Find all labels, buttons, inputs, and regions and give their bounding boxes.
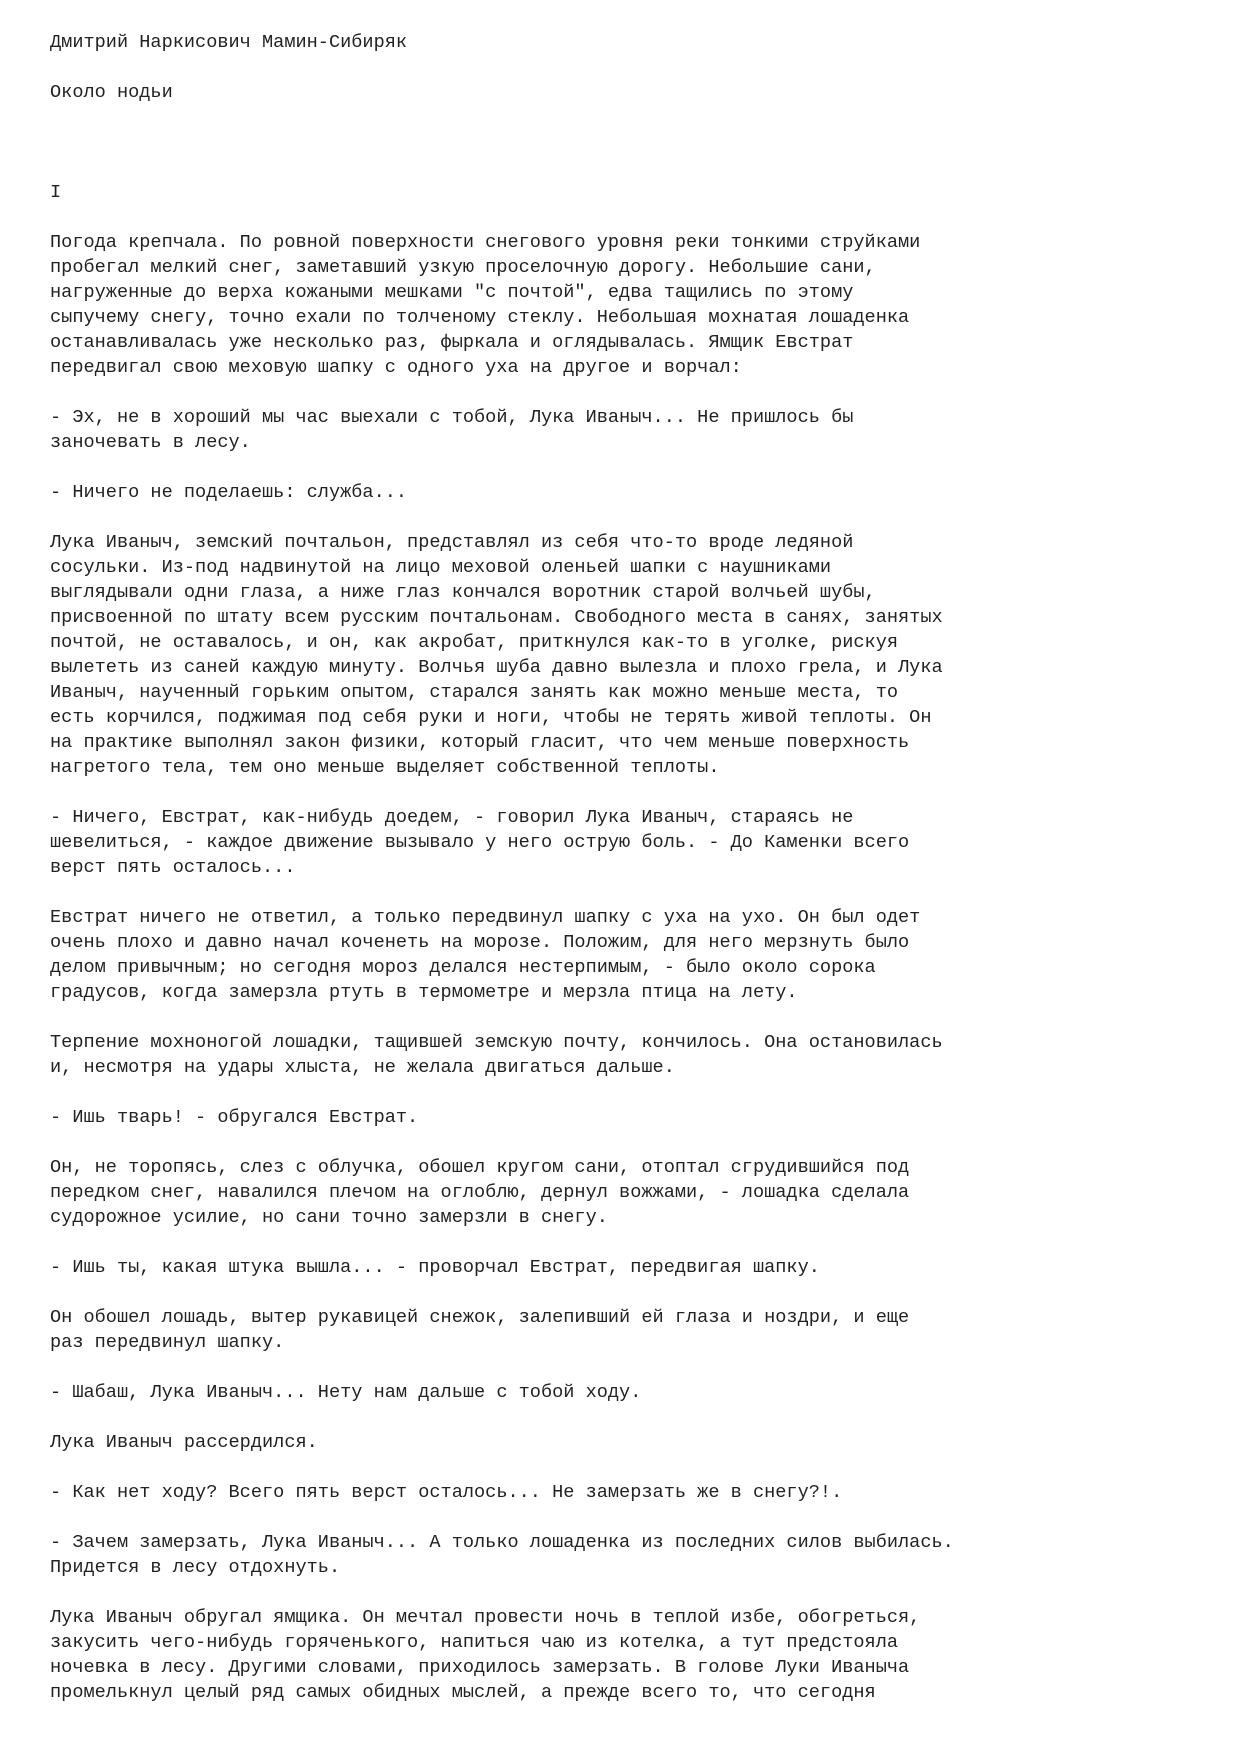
paragraph-gap: [50, 780, 1210, 805]
paragraph-gap: [50, 1130, 1210, 1155]
paragraph: [50, 1255, 1210, 1280]
paragraph: [50, 805, 1210, 880]
text-line: Он, не торопясь, слез с облучка, обошел кругом сани, отоптал сгрудившийся под: [50, 1157, 910, 1178]
paragraph-gap: [50, 1005, 1210, 1030]
text-line: раз передвинул шапку.: [50, 1332, 285, 1353]
paragraph: [50, 1030, 1210, 1080]
text-line: на практике выполнял закон физики, который гласит, что чем меньше поверхность: [50, 732, 910, 753]
text-line: Лука Иваныч обругал ямщика. Он мечтал провести ночь в теплой избе, обогреться,: [50, 1607, 921, 1628]
text-line: передком снег, навалился плечом на оглоблю, дернул вожжами, - лошадка сделала: [50, 1182, 910, 1203]
author-line: Дмитрий Наркисович Мамин-Сибиряк: [50, 32, 408, 53]
text-line: вылететь из саней каждую минуту. Волчья шуба давно вылезла и плохо грела, и Лука: [50, 657, 943, 678]
paragraph: [50, 530, 1210, 780]
text-line: - Ничего не поделаешь: служба...: [50, 482, 408, 503]
text-line: останавливалась уже несколько раз, фыркала и оглядывалась. Ямщик Евстрат: [50, 332, 854, 353]
text-line: делом привычным; но сегодня мороз делался нестерпимым, - было около сорока: [50, 957, 876, 978]
text-line: выглядывали одни глаза, а ниже глаз кончался воротник старой волчьей шубы,: [50, 582, 876, 603]
paragraph: [50, 1605, 1210, 1705]
paragraph-gap: [50, 880, 1210, 905]
text-line: Придется в лесу отдохнуть.: [50, 1557, 341, 1578]
text-line: и, несмотря на удары хлыста, не желала двигаться дальше.: [50, 1057, 675, 1078]
text-line: сыпучему снегу, точно ехали по толченому стеклу. Небольшая мохнатая лошаденка: [50, 307, 910, 328]
paragraph: [50, 1380, 1210, 1405]
paragraph-gap: [50, 1355, 1210, 1380]
paragraph-gap: [50, 1080, 1210, 1105]
text-line: Терпение мохноногой лошадки, тащившей земскую почту, кончилось. Она остановилась: [50, 1032, 943, 1053]
text-line: Иваныч, наученный горьким опытом, старался занять как можно меньше места, то: [50, 682, 899, 703]
text-line: градусов, когда замерзла ртуть в термометре и мерзла птица на лету.: [50, 982, 798, 1003]
text-line: - Эх, не в хороший мы час выехали с тобой, Лука Иваныч... Не пришлось бы: [50, 407, 854, 428]
paragraph-gap: [50, 455, 1210, 480]
text-line: Евстрат ничего не ответил, а только передвинул шапку с уха на ухо. Он был одет: [50, 907, 921, 928]
paragraph-gap: [50, 380, 1210, 405]
paragraph-gap: [50, 505, 1210, 530]
paragraph: [50, 230, 1210, 380]
text-line: закусить чего-нибудь горяченького, напиться чаю из котелка, а тут предстояла: [50, 1632, 899, 1653]
paragraph-gap: [50, 1455, 1210, 1480]
text-line: - Ничего, Евстрат, как-нибудь доедем, - говорил Лука Иваныч, стараясь не: [50, 807, 854, 828]
paragraph: [50, 1305, 1210, 1355]
text-line: передвигал свою меховую шапку с одного уха на другое и ворчал:: [50, 357, 742, 378]
paragraph: [50, 1480, 1210, 1505]
text-line: почтой, не оставалось, и он, как акробат, приткнулся как-то в уголке, рискуя: [50, 632, 899, 653]
paragraph-gap: [50, 1280, 1210, 1305]
text-line: - Как нет ходу? Всего пять верст осталось... Не замерзать же в снегу?!.: [50, 1482, 843, 1503]
text-line: Лука Иваныч, земский почтальон, представлял из себя что-то вроде ледяной: [50, 532, 854, 553]
spacer: [50, 105, 1210, 180]
document-page: [50, 30, 1210, 1705]
text-line: верст пять осталось...: [50, 857, 296, 878]
text-line: нагруженные до верха кожаными мешками "с почтой", едва тащились по этому: [50, 282, 854, 303]
paragraph-gap: [50, 1230, 1210, 1255]
text-line: ночевка в лесу. Другими словами, приходилось замерзать. В голове Луки Иваныча: [50, 1657, 910, 1678]
text-line: Лука Иваныч рассердился.: [50, 1432, 318, 1453]
paragraph: [50, 1430, 1210, 1455]
text-line: сосульки. Из-под надвинутой на лицо меховой оленьей шапки с наушниками: [50, 557, 832, 578]
text-line: Он обошел лошадь, вытер рукавицей снежок, залепивший ей глаза и ноздри, и еще: [50, 1307, 910, 1328]
paragraph: [50, 1155, 1210, 1230]
text-line: Погода крепчала. По ровной поверхности снегового уровня реки тонкими струйками: [50, 232, 921, 253]
paragraph: [50, 1105, 1210, 1130]
chapter-heading: I: [50, 182, 62, 203]
title-line: Около нодьи: [50, 82, 173, 103]
paragraph-gap: [50, 1505, 1210, 1530]
paragraph: [50, 405, 1210, 455]
text-line: шевелиться, - каждое движение вызывало у него острую боль. - До Каменки всего: [50, 832, 910, 853]
text-line: присвоенной по штату всем русским почтальонам. Свободного места в санях, занятых: [50, 607, 943, 628]
paragraph: [50, 480, 1210, 505]
text-line: пробегал мелкий снег, заметавший узкую проселочную дорогу. Небольшие сани,: [50, 257, 876, 278]
paragraph-gap: [50, 1405, 1210, 1430]
paragraph: [50, 905, 1210, 1005]
body-text: [50, 230, 1210, 1705]
text-line: нагретого тела, тем оно меньше выделяет собственной теплоты.: [50, 757, 720, 778]
text-line: - Зачем замерзать, Лука Иваныч... А только лошаденка из последних силов выбилась.: [50, 1532, 954, 1553]
text-line: - Ишь тварь! - обругался Евстрат.: [50, 1107, 419, 1128]
paragraph: [50, 1530, 1210, 1580]
spacer: [50, 205, 1210, 230]
paragraph-gap: [50, 1580, 1210, 1605]
text-line: заночевать в лесу.: [50, 432, 251, 453]
text-line: промелькнул целый ряд самых обидных мыслей, а прежде всего то, что сегодня: [50, 1682, 876, 1703]
text-line: - Ишь ты, какая штука вышла... - проворчал Евстрат, передвигая шапку.: [50, 1257, 820, 1278]
spacer: [50, 55, 1210, 80]
text-line: судорожное усилие, но сани точно замерзли в снегу.: [50, 1207, 608, 1228]
text-line: очень плохо и давно начал коченеть на морозе. Положим, для него мерзнуть было: [50, 932, 910, 953]
text-line: - Шабаш, Лука Иваныч... Нету нам дальше с тобой ходу.: [50, 1382, 642, 1403]
text-line: есть корчился, поджимая под себя руки и ноги, чтобы не терять живой теплоты. Он: [50, 707, 932, 728]
